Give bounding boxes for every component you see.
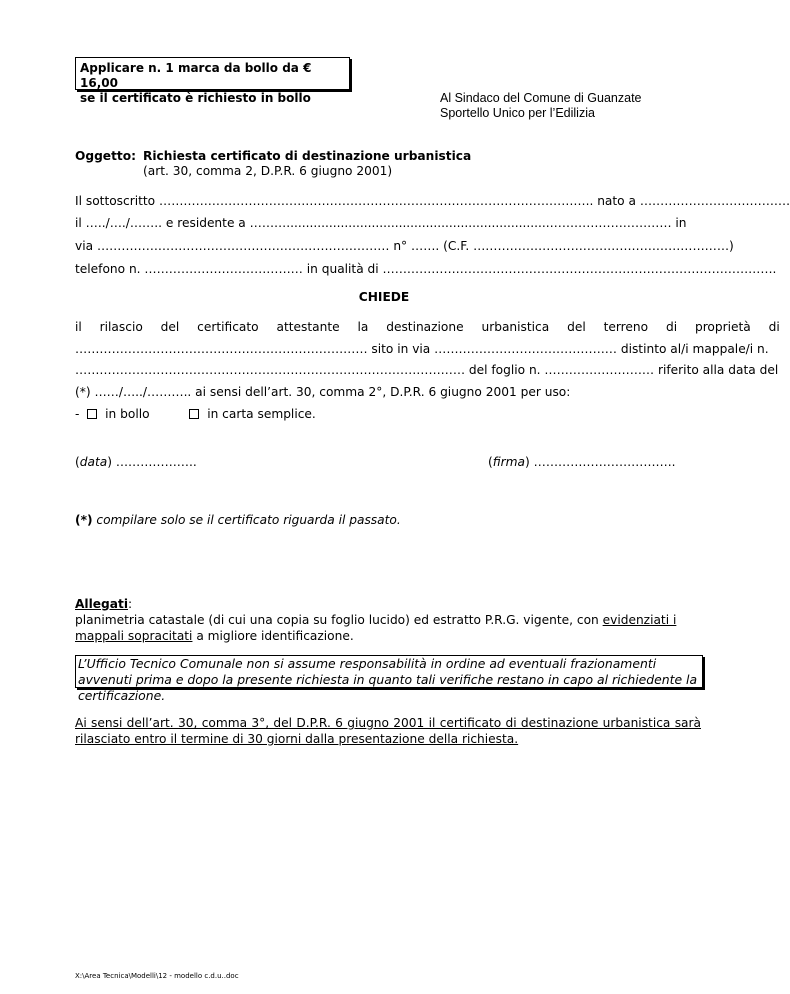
usage-options — [75, 407, 316, 421]
date-dots: ……………….. — [115, 455, 197, 469]
ufficio-disclaimer-box: L’Ufficio Tecnico Comunale non si assume responsabilità in ordine ad eventuali frazionamenti avvenuti prima e dopo la presente richiesta in quanto tali verifiche restano in capo al richiedente la certificazione. — [75, 655, 703, 688]
ai-sensi-note: Ai sensi dell’art. 30, comma 3°, del D.P.R. 6 giugno 2001 il certificato di destinazione urbanistica sarà rilasciato entro il termine di 30 giorni dalla presentazione della richiesta. — [75, 716, 701, 746]
allegati-text-end: a migliore identificazione. — [192, 629, 354, 643]
option-in-bollo-label: in bollo — [105, 407, 150, 421]
checkbox-in-bollo[interactable] — [87, 409, 97, 419]
form-line-via: via ……………………………………………………………… n° ……. (C.F. ………………………………………………………) — [75, 239, 734, 253]
stamp-notice-box — [75, 57, 350, 105]
signature-field: (firma) …………………………….. — [488, 455, 676, 469]
stamp-notice-line2: se il certificato è richiesto in bollo — [80, 91, 311, 105]
subject-key: Oggetto: — [75, 149, 136, 163]
subject-reference: (art. 30, comma 2, D.P.R. 6 giugno 2001) — [143, 164, 393, 178]
option-carta-semplice-label: in carta semplice. — [207, 407, 316, 421]
form-line-telefono: telefono n. ………………………………… in qualità di ……………………………………………………………………………………. — [75, 262, 777, 276]
allegati-text-underlined: evidenziati i mappali sopracitati — [75, 613, 677, 643]
allegati-heading: Allegati — [75, 597, 129, 611]
date-field: (data) ……………….. — [75, 455, 197, 469]
stamp-notice-line1: Applicare n. 1 marca da bollo da € 16,00 — [80, 61, 312, 90]
allegati-text-plain: planimetria catastale (di cui una copia su foglio lucido) ed estratto P.R.G. vigente, con — [75, 613, 603, 627]
signature-dots: …………………………….. — [533, 455, 676, 469]
checkbox-carta-semplice[interactable] — [189, 409, 199, 419]
signature-label: firma — [492, 455, 525, 469]
form-line-sito: ……………………………………………………………… sito in via ……………………………………… distinto al/i mappale/i n. — [75, 342, 769, 356]
recipient-line1: Al Sindaco del Comune di Guanzate — [440, 91, 642, 105]
recipient-block — [440, 91, 642, 121]
footer-file-path: X:\Area Tecnica\Modelli\12 - modello c.d.u..doc — [75, 972, 239, 980]
chiede-heading: CHIEDE — [358, 290, 410, 304]
form-line-data-riferimento: (*) ……/…../……….. ai sensi dell’art. 30, comma 2°, D.P.R. 6 giugno 2001 per uso: — [75, 385, 571, 399]
allegati-section: Allegati: planimetria catastale (di cui una copia su foglio lucido) ed estratto P.R.G. vigente, con evidenziati i mappali sopracitati a migliore identificazione. — [75, 596, 701, 644]
form-line-foglio: …………………………………………………………………………………… del foglio n. ……………………… riferito alla data del — [75, 363, 779, 377]
option-prefix: - — [75, 407, 80, 421]
past-date-note — [75, 513, 401, 527]
recipient-line2: Sportello Unico per l’Edilizia — [440, 106, 595, 120]
form-line-residenza: il …../…./…….. e residente a ………....................................................................………………………… in — [75, 216, 687, 230]
date-label: data — [79, 455, 108, 469]
note-star: (*) — [75, 513, 93, 527]
note-text: compilare solo se il certificato riguarda il passato. — [96, 513, 401, 527]
form-line-sottoscritto: Il sottoscritto …………………………………………………………………………………………….. nato a ………………………………. — [75, 194, 790, 208]
allegati-text — [75, 612, 701, 644]
subject-title: Richiesta certificato di destinazione urbanistica — [143, 149, 472, 163]
form-line-rilascio: il rilascio del certificato attestante la destinazione urbanistica del terreno di proprietà di — [75, 320, 780, 334]
